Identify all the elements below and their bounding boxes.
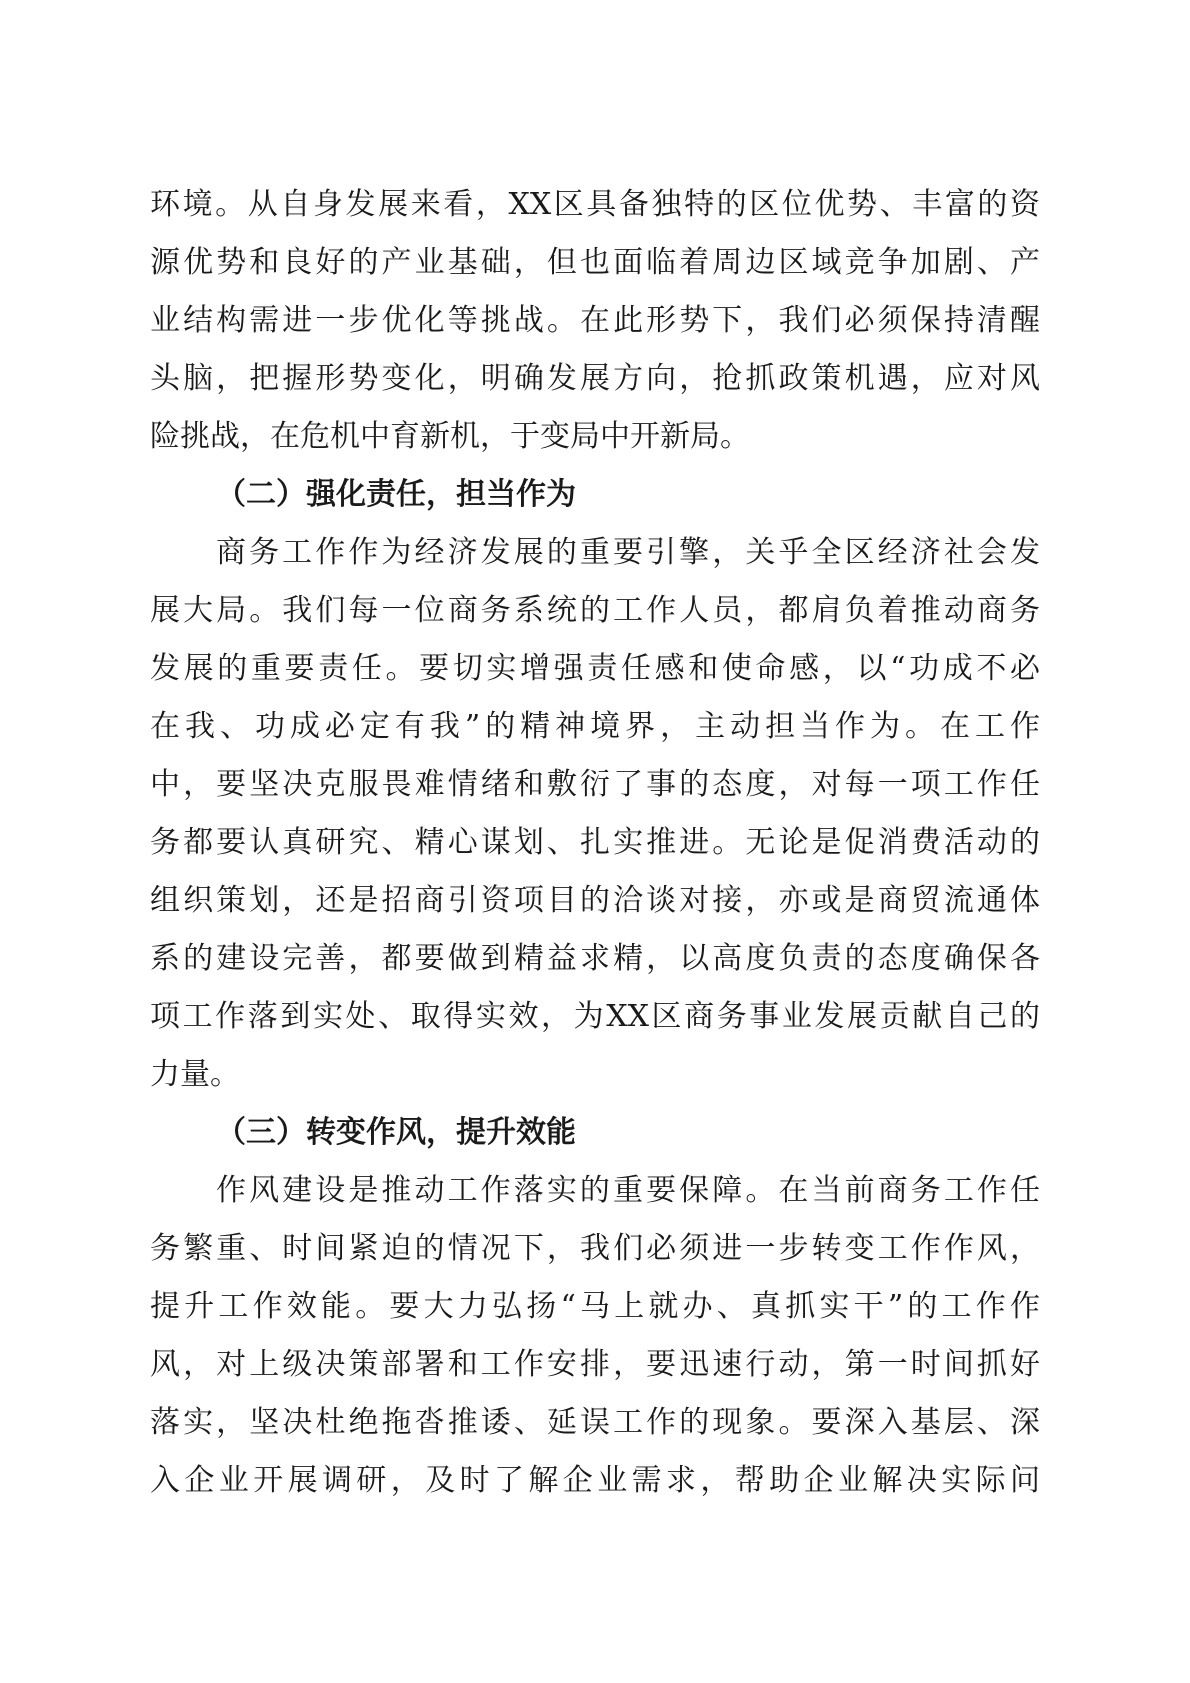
text-line: 系的建设完善，都要做到精益求精，以高度负责的态度确保各 (150, 941, 1040, 976)
text-line: 组织策划，还是招商引资项目的洽谈对接，亦或是商贸流通体 (150, 883, 1040, 918)
paragraph-work-style (150, 1162, 1040, 1510)
text-line: 务都要认真研究、精心谋划、扎实推进。无论是促消费活动的 (150, 825, 1040, 860)
text-line: 展大局。我们每一位商务系统的工作人员，都肩负着推动商务 (150, 593, 1040, 628)
text-line: 落实，坚决杜绝拖沓推诿、延误工作的现象。要深入基层、深 (150, 1405, 1040, 1440)
section-heading-work-style: （三）转变作风，提升效能 (216, 1115, 576, 1150)
document-body (150, 176, 1040, 1510)
text-line: 险挑战，在危机中育新机，于变局中开新局。 (150, 419, 750, 454)
text-line: 环境。从自身发展来看，XX区具备独特的区位优势、丰富的资 (150, 187, 1040, 222)
text-line: 入企业开展调研，及时了解企业需求，帮助企业解决实际问 (150, 1463, 1040, 1498)
paragraph-responsibility (150, 524, 1040, 1104)
text-line: 作风建设是推动工作落实的重要保障。在当前商务工作任 (216, 1173, 1040, 1208)
text-line: 商务工作作为经济发展的重要引擎，关乎全区经济社会发 (216, 535, 1040, 570)
paragraph-situation (150, 176, 1040, 466)
text-line: 业结构需进一步优化等挑战。在此形势下，我们必须保持清醒 (150, 303, 1040, 338)
text-line: 提升工作效能。要大力弘扬“马上就办、真抓实干”的工作作 (150, 1289, 1040, 1324)
section-heading-responsibility: （二）强化责任，担当作为 (216, 477, 576, 512)
text-line: 项工作落到实处、取得实效，为XX区商务事业发展贡献自己的 (150, 999, 1040, 1034)
text-line: 头脑，把握形势变化，明确发展方向，抢抓政策机遇，应对风 (150, 361, 1040, 396)
text-line: 中，要坚决克服畏难情绪和敷衍了事的态度，对每一项工作任 (150, 767, 1040, 802)
text-line: 发展的重要责任。要切实增强责任感和使命感，以“功成不必 (150, 651, 1040, 686)
text-line: 源优势和良好的产业基础，但也面临着周边区域竞争加剧、产 (150, 245, 1040, 280)
text-line: 力量。 (150, 1057, 240, 1092)
text-line: 务繁重、时间紧迫的情况下，我们必须进一步转变工作作风， (150, 1231, 1040, 1266)
text-line: 在我、功成必定有我”的精神境界，主动担当作为。在工作 (150, 709, 1040, 744)
text-line: 风，对上级决策部署和工作安排，要迅速行动，第一时间抓好 (150, 1347, 1040, 1382)
